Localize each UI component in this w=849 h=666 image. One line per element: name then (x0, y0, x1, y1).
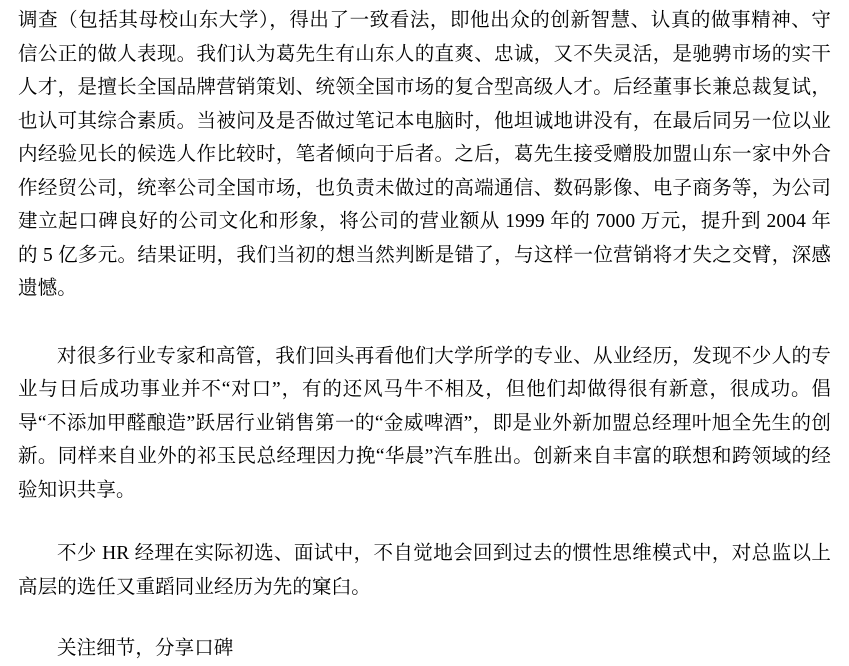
paragraph-spacer (18, 306, 831, 340)
body-paragraph-2: 对很多行业专家和高管，我们回头再看他们大学所学的专业、从业经历，发现不少人的专业与日后成功事业并不“对口”，有的还风马牛不相及，但他们却做得很有新意，很成功。倡导“不添加甲醛酿造”跃居行业销售第一的“金威啤酒”，即是业外新加盟总经理叶旭全先生的创新。同样来自业外的祁玉民总经理因力挽“华晨”汽车胜出。创新来自丰富的联想和跨领域的经验知识共享。 (18, 345, 831, 501)
paragraph-spacer (18, 507, 831, 537)
body-paragraph-4: 关注细节，分享口碑 (57, 638, 234, 659)
paragraph-spacer (18, 604, 831, 632)
body-paragraph-1: 调查（包括其母校山东大学），得出了一致看法，即他出众的创新智慧、认真的做事精神、守信公正的做人表现。我们认为葛先生有山东人的直爽、忠诚，又不失灵活，是驰骋市场的实干人才，是擅长全国品牌营销策划、统领全国市场的复合型高级人才。后经董事长兼总裁复试，也认可其综合素质。当被问及是否做过笔记本电脑时，他坦诚地讲没有，在最后同另一位以业内经验见长的候选人作比较时，笔者倾向于后者。之后，葛先生接受赠股加盟山东一家中外合作经贸公司，统率公司全国市场，也负责未做过的高端通信、数码影像、电子商务等，为公司建立起口碑良好的公司文化和形象，将公司的营业额从 1999 年的 7000 万元，提升到 2004 年的 5 亿多元。结果证明，我们当初的想当然判断是错了，与这样一位营销将才失之交臂，深感遗憾。 (18, 10, 831, 299)
body-paragraph-3: 不少 HR 经理在实际初选、面试中，不自觉地会回到过去的惯性思维模式中，对总监以上高层的选任又重蹈同业经历为先的窠臼。 (18, 543, 831, 598)
